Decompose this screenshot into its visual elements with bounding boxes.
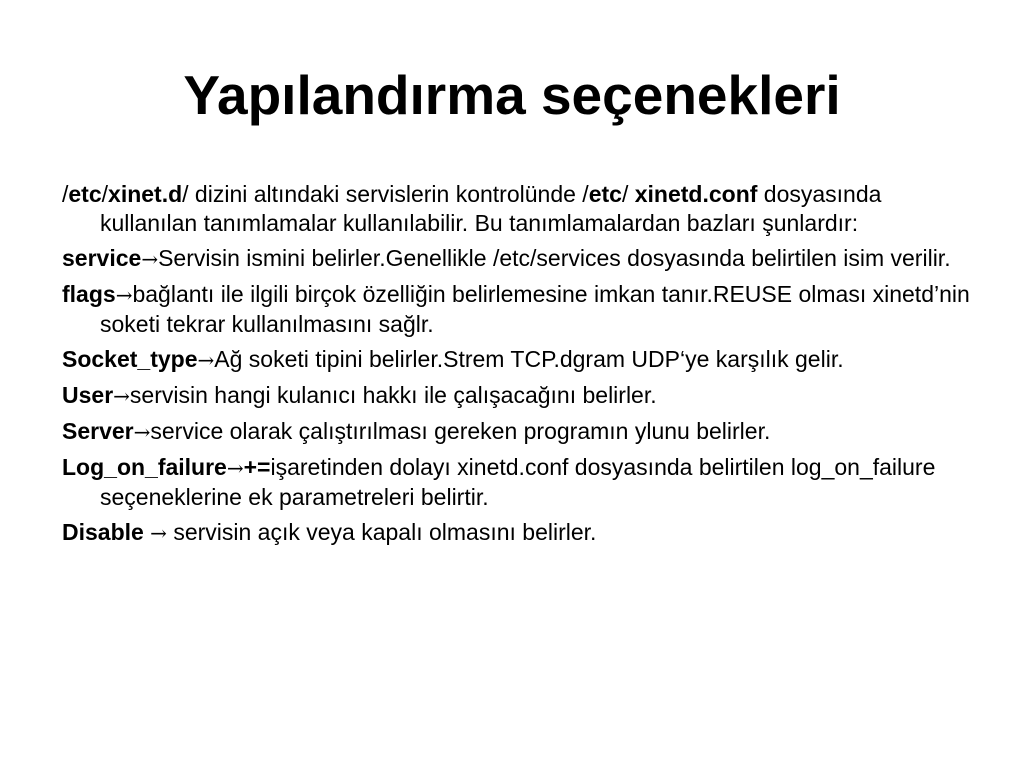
option-log-on-failure bbox=[62, 453, 982, 512]
arrow-right-icon: → bbox=[141, 247, 159, 271]
option-description: bağlantı ile ilgili birçok özelliğin belirlemesine imkan tanır.REUSE olması xinetd’nin soketi tekrar kullanılmasını sağlr. bbox=[100, 281, 970, 337]
option-description: service olarak çalıştırılması gereken programın ylunu belirler. bbox=[150, 418, 771, 444]
intro-paragraph bbox=[62, 180, 982, 238]
option-description: işaretinden dolayı xinetd.conf dosyasında belirtilen log_on_failure seçeneklerine ek parametreleri belirtir. bbox=[100, 454, 936, 510]
intro-text: / bbox=[101, 181, 109, 207]
option-socket-type bbox=[62, 345, 982, 375]
slide-title: Yapılandırma seçenekleri bbox=[183, 64, 841, 126]
intro-path-etc: etc bbox=[68, 181, 102, 207]
option-term: Log_on_failure bbox=[62, 454, 227, 480]
option-term: Disable bbox=[62, 519, 144, 545]
slide-body bbox=[62, 180, 982, 554]
intro-path-etc-2: etc bbox=[588, 181, 622, 207]
arrow-right-icon: → bbox=[197, 348, 215, 372]
arrow-right-icon: → bbox=[226, 456, 244, 480]
option-term: Server bbox=[62, 418, 134, 444]
option-disable bbox=[62, 518, 982, 548]
intro-text: / dizini altındaki servislerin kontrolünde / bbox=[182, 181, 589, 207]
option-operator: += bbox=[243, 454, 271, 480]
option-user bbox=[62, 381, 982, 411]
option-term: service bbox=[62, 245, 142, 271]
option-description: Servisin ismini belirler.Genellikle /etc/services dosyasında belirtilen isim verilir. bbox=[158, 245, 951, 271]
option-description: servisin hangi kulanıcı hakkı ile çalışacağını belirler. bbox=[129, 382, 657, 408]
option-service bbox=[62, 244, 982, 274]
intro-text: dosyasında kullanılan tanımlamalar kullanılabilir. Bu tanımlamalardan bazları şunlardır: bbox=[100, 181, 882, 236]
arrow-right-icon: → bbox=[133, 420, 151, 444]
option-flags bbox=[62, 280, 982, 339]
arrow-right-icon: → bbox=[143, 521, 174, 545]
option-description: servisin açık veya kapalı olmasını belirler. bbox=[173, 519, 597, 545]
intro-text: / bbox=[621, 181, 635, 207]
option-term: User bbox=[62, 382, 114, 408]
option-term: flags bbox=[62, 281, 116, 307]
intro-path-xinetd: xinet.d bbox=[108, 181, 183, 207]
arrow-right-icon: → bbox=[113, 384, 130, 408]
option-description: Ağ soketi tipini belirler.Strem TCP.dgram UDP‘ye karşılık gelir. bbox=[214, 346, 844, 372]
intro-text: / bbox=[62, 181, 69, 207]
arrow-right-icon: → bbox=[115, 283, 133, 307]
option-server bbox=[62, 417, 982, 447]
intro-file-xinetd-conf: xinetd.conf bbox=[634, 181, 758, 207]
option-term: Socket_type bbox=[62, 346, 198, 372]
